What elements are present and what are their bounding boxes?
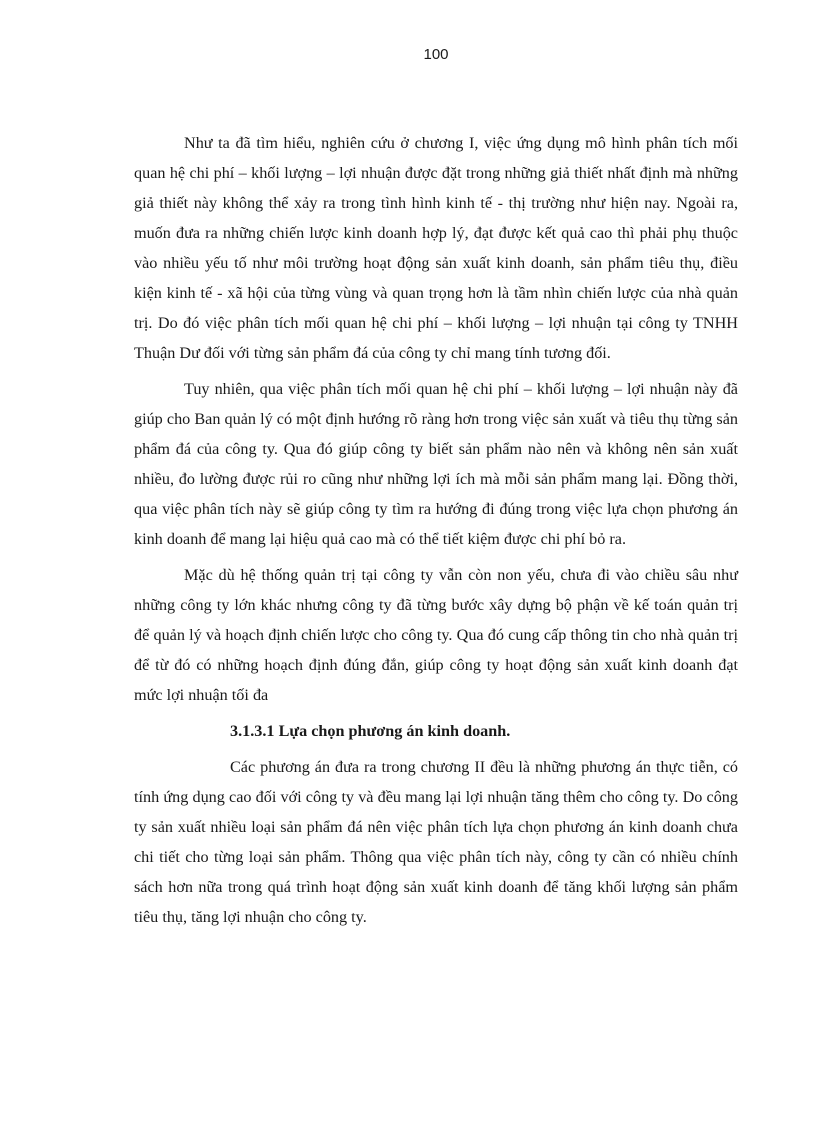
paragraph-management-system: Mặc dù hệ thống quản trị tại công ty vẫn còn non yếu, chưa đi vào chiều sâu như những công ty lớn khác nhưng công ty đã từng bước xây dựng bộ phận về kế toán quản trị để quản lý và hoạch định chiến lược cho công ty. Qua đó cung cấp thông tin cho nhà quản trị để từ đó có những hoạch định đúng đắn, giúp công ty hoạt động sản xuất kinh doanh đạt mức lợi nhuận tối đa bbox=[134, 566, 738, 704]
section-heading: 3.1.3.1 Lựa chọn phương án kinh doanh. bbox=[230, 722, 511, 740]
paragraph-cvp-limitations: Như ta đã tìm hiểu, nghiên cứu ở chương I, việc ứng dụng mô hình phân tích mối quan hệ chi phí – khối lượng – lợi nhuận được đặt trong những giả thiết nhất định mà những giả thiết này không thể xảy ra trong tình hình kinh tế - thị trường như hiện nay. Ngoài ra, muốn đưa ra những chiến lược kinh doanh hợp lý, đạt được kết quả cao thì phải phụ thuộc vào nhiều yếu tố như môi trường hoạt động sản xuất kinh doanh, sản phẩm tiêu thụ, điều kiện kinh tế - xã hội của từng vùng và quan trọng hơn là tầm nhìn chiến lược của nhà quản trị. Do đó việc phân tích mối quan hệ chi phí – khối lượng – lợi nhuận tại công ty TNHH Thuận Dư đối với từng sản phẩm đá của công ty chỉ mang tính tương đối. bbox=[134, 134, 738, 362]
paragraph-cvp-benefits: Tuy nhiên, qua việc phân tích mối quan hệ chi phí – khối lượng – lợi nhuận này đã giúp cho Ban quản lý có một định hướng rõ ràng hơn trong việc sản xuất và tiêu thụ từng sản phẩm đá của công ty. Qua đó giúp công ty biết sản phẩm nào nên và không nên sản xuất nhiều, đo lường được rủi ro cũng như những lợi ích mà mỗi sản phẩm mang lại. Đồng thời, qua việc phân tích này sẽ giúp công ty tìm ra hướng đi đúng trong việc lựa chọn phương án kinh doanh để mang lại hiệu quả cao mà có thể tiết kiệm được chi phí bỏ ra. bbox=[134, 380, 738, 548]
document-body bbox=[134, 128, 738, 938]
page-number: 100 bbox=[423, 46, 449, 63]
paragraph-business-options: Các phương án đưa ra trong chương II đều là những phương án thực tiễn, có tính ứng dụng cao đối với công ty và đều mang lại lợi nhuận tăng thêm cho công ty. Do công ty sản xuất nhiều loại sản phẩm đá nên việc phân tích lựa chọn phương án kinh doanh chưa chi tiết cho từng loại sản phẩm. Thông qua việc phân tích này, công ty cần có nhiều chính sách hơn nữa trong quá trình hoạt động sản xuất kinh doanh để tăng khối lượng sản phẩm tiêu thụ, tăng lợi nhuận cho công ty. bbox=[134, 758, 738, 926]
